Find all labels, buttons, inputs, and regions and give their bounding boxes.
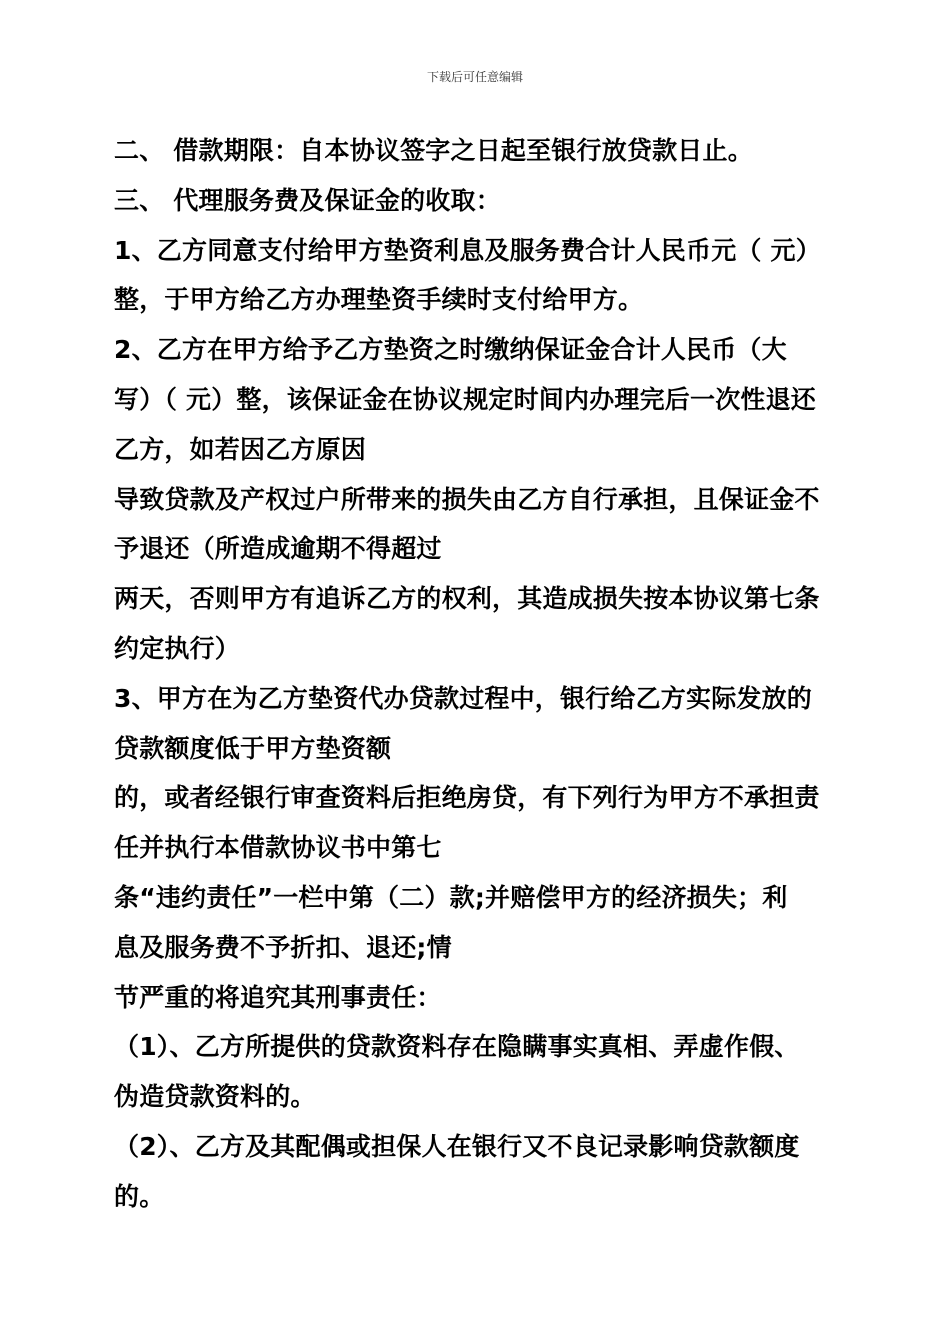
text-line: 乙方，如若因乙方原因 [114, 434, 367, 464]
text-line: 整，于甲方给乙方办理垫资手续时支付给甲方。 [114, 285, 644, 315]
text-line: 予退还（所造成逾期不得超过 [114, 534, 442, 564]
text-line: 2、乙方在甲方给予乙方垫资之时缴纳保证金合计人民币（大 [114, 335, 787, 365]
text-line: 两天，否则甲方有追诉乙方的权利，其造成损失按本协议第七条 [114, 584, 820, 614]
text-line: （2）、乙方及其配偶或担保人在银行又不良记录影响贷款额度 [114, 1131, 800, 1161]
text-line: 节严重的将追究其刑事责任： [114, 982, 442, 1012]
text-line: 条“违约责任”一栏中第（二）款;并赔偿甲方的经济损失；利 [114, 882, 788, 912]
text-line: 写）（ 元）整，该保证金在协议规定时间内办理完后一次性退还 [114, 384, 817, 414]
text-line: 的，或者经银行审查资料后拒绝房贷，有下列行为甲方不承担责 [114, 783, 820, 813]
text-line: 导致贷款及产权过户所带来的损失由乙方自行承担，且保证金不 [114, 484, 820, 514]
text-line: 任并执行本借款协议书中第七 [114, 833, 442, 863]
page-header-note: 下载后可任意编辑 [426, 70, 523, 84]
text-line: 伪造贷款资料的。 [114, 1082, 316, 1112]
text-line: 二、 借款期限：自本协议签字之日起至银行放贷款日止。 [114, 136, 753, 165]
text-line: 约定执行） [114, 633, 241, 663]
text-line: （1）、乙方所提供的贷款资料存在隐瞒事实真相、弄虚作假、 [114, 1032, 800, 1062]
text-line: 3、甲方在为乙方垫资代办贷款过程中，银行给乙方实际发放的 [114, 683, 812, 713]
text-line: 贷款额度低于甲方垫资额 [114, 733, 392, 763]
text-line: 三、 代理服务费及保证金的收取： [114, 185, 501, 215]
text-line: 的。 [114, 1181, 165, 1211]
document-body [114, 126, 844, 1222]
text-line: 息及服务费不予折扣、退还;情 [114, 932, 452, 962]
text-line: 1、乙方同意支付给甲方垫资利息及服务费合计人民币元（ 元） [114, 235, 821, 265]
